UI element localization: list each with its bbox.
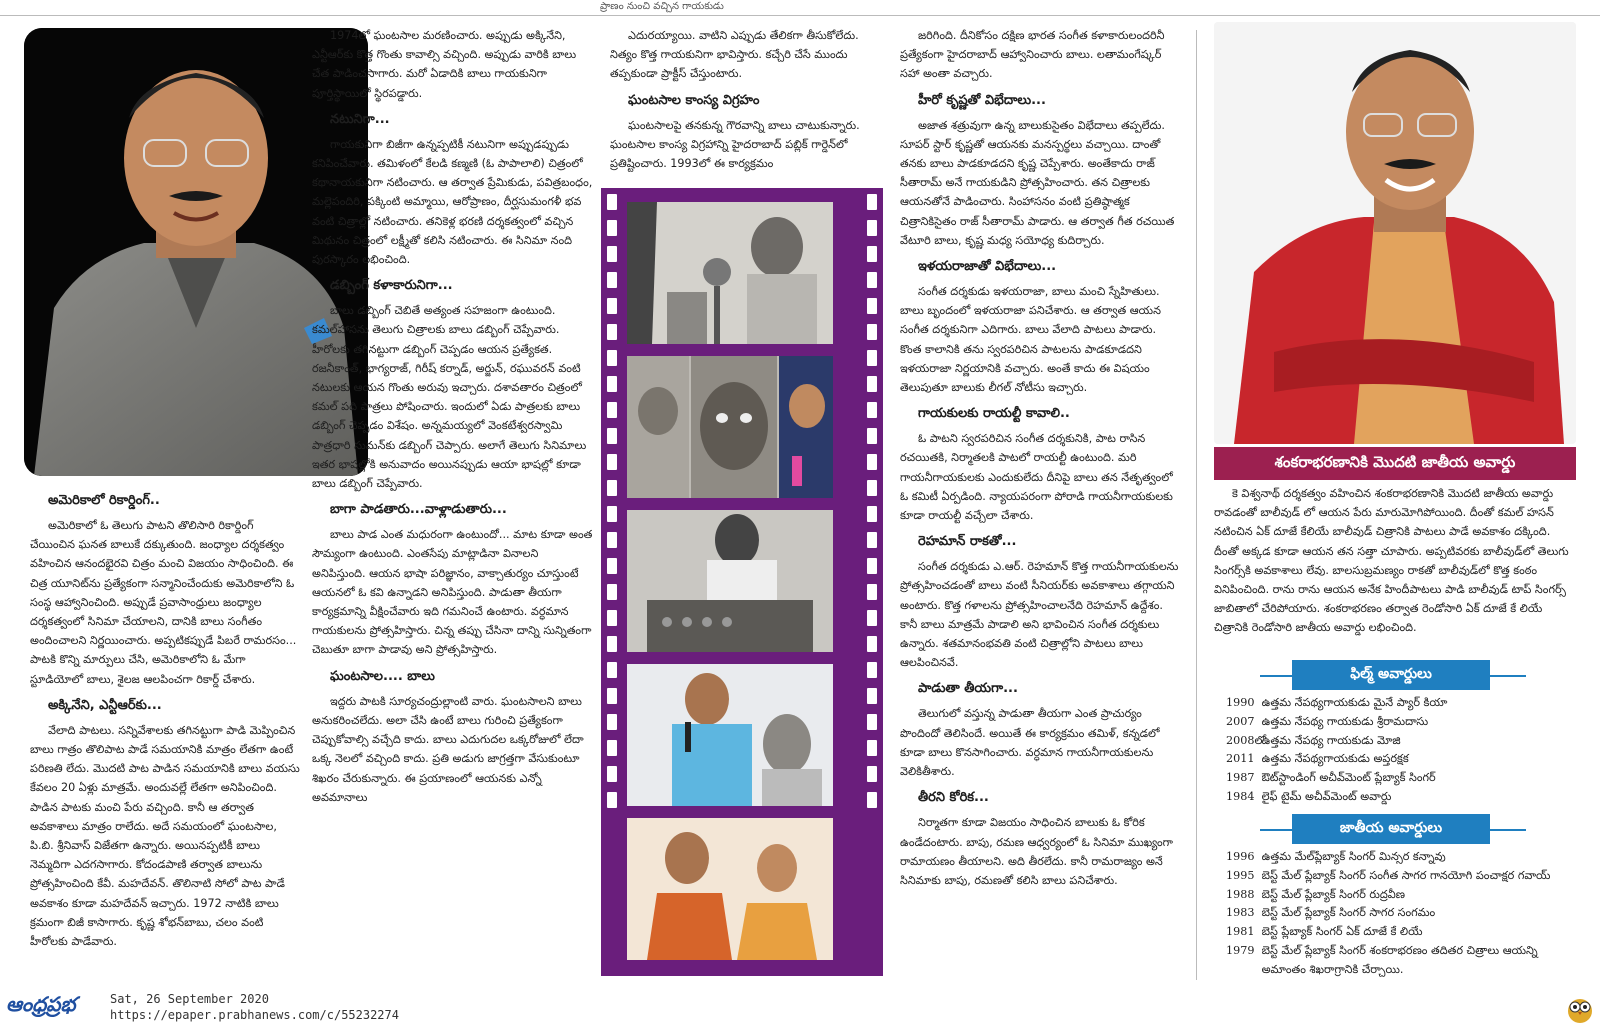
award-text: అమాంతం శిఖరాగ్రానికి చేర్చాయి. [1261, 962, 1404, 976]
heading-as-actor: నటునిగా... [330, 111, 390, 127]
film-perforation [607, 662, 617, 678]
paragraph: ఇద్దరు పాటకి సూర్యచంద్రుల్లాంటి వారు. ఘంటసాలని బాలు అనుకరించలేదు. అలా చేసి ఉంటే బాలు గురించి ప్రత్యేకంగా చెప్పుకోవాల్సి వచ్చేది కాదు. బాలు ఎదుగుదల ఒక్కరోజులో లేదా ఒక్క నెలలో వచ్చింది కాదు. ప్రతి అడుగు జాగ్రత్తగా వేసుకుంటూ శిఖరం చేరుకున్నారు. ఈ ప్రయాణంలో ఆయనకు ఎన్నో అవమానాలు [312, 694, 584, 804]
heading-paduta-teeyaga: పాడుతా తీయగా... [918, 681, 1018, 697]
film-perforation [867, 558, 877, 574]
award-row [1226, 904, 1550, 923]
film-awards-list [1226, 694, 1447, 807]
heading-unfulfilled-wish: తీరని కోరిక... [918, 790, 989, 806]
film-perforation [867, 610, 877, 626]
film-perforation [867, 714, 877, 730]
film-perforation [607, 506, 617, 522]
film-frame-singing-photo [627, 664, 833, 806]
heading-dubbing-artist: డబ్బింగ్ కళాకారునిగా... [330, 278, 453, 294]
paragraph: సంగీత దర్శకుడు ఎ.ఆర్. రెహమాన్ కొత్త గాయనీగాయకులను ప్రోత్సహించడంతో బాలు వంటి సీనియర్‌కు అవకాశాలు తగ్గాయని అంటారు. కొత్త గళాలను ప్రోత్సహించాలనేది రెహమాన్ ఉద్దేశం. కానీ బాలు మాత్రమే పాడాలి అని భావించిన సంగీత దర్శకులు ఉన్నారు. శతమానంభవతి వంటి చిత్రాల్లోని పాటలు బాలు ఆలపించినవే. [900, 560, 1179, 670]
film-frame-mic-photo [627, 202, 833, 344]
film-perforation [867, 636, 877, 652]
film-perforation [607, 298, 617, 314]
award-text: బెస్ట్ మేల్ ప్లేబ్యాక్ సింగర్ సంగీత సాగర గానయోగి పంచాక్షర గవాయ్ [1261, 868, 1551, 882]
paragraph: జరిగింది. దీనికోసం దక్షిణ భారత సంగీత కళాకారులందరినీ ప్రత్యేకంగా హైదరాబాద్ ఆహ్వానించారు బాలు. లతామంగేష్కర్ సహా అంతా వచ్చారు. [900, 29, 1165, 81]
award-row [1226, 769, 1447, 788]
lata-balu-photo-illustration [627, 818, 833, 960]
award-row [1226, 923, 1550, 942]
award-text: ఉత్తమ నేపథ్య గాయకుడు శ్రీరామదాసు [1261, 714, 1429, 728]
right-column-text [1214, 484, 1576, 654]
award-year: 2011 [1226, 752, 1255, 766]
heading-america-recording: అమెరికాలో రికార్డింగ్.. [48, 493, 160, 508]
film-perforation [867, 532, 877, 548]
column-divider [1196, 30, 1197, 980]
mic-photo-illustration [627, 202, 833, 344]
paragraph: ఓ పాటని స్వరపరిచిన సంగీత దర్శకునికి, పాట రాసిన రచయితకి, నిర్మాతలకి పాటలో రాయల్టీ ఉంటుంది. మరి గాయనీగాయకులకు ఎందుకులేదు దీనిపై బాలు తన నేతృత్వంలో ఓ కమిటీ ఏర్పడింది. న్యాయపరంగా పోరాడి గాయనీగాయకులకు కూడా రాయల్టీ వచ్చేలా చేశారు. [900, 432, 1173, 523]
film-perforation [607, 636, 617, 652]
film-perforation [607, 194, 617, 210]
award-year: 1995 [1226, 868, 1255, 882]
film-perforation [867, 766, 877, 782]
heading-ghantasala-balu: ఘంటసాల.... బాలు [330, 668, 435, 684]
award-row [1226, 732, 1447, 751]
heading-rahman: రెహమాన్ రాకతో... [918, 534, 1017, 550]
paragraph: అజాత శత్రువుగా ఉన్న బాలుకుసైతం విభేదాలు తప్పలేదు. సూపర్ స్టార్ కృష్ణతో ఆయనకు మనస్పర్థలు వచ్చాయి. దాంతో తనకు బాలు పాడకూడదని కృష్ణ చెప్పేశారు. అంతేకాదు రాజ్ సీతారామ్ అనే గాయకుడిని ప్రోత్సహించారు. తన చిత్రాలకు ఆయనతోనే పాడించారు. సింహాసనం వంటి ప్రతిష్ఠాత్మక చిత్రానికిసైతం రాజ్ సీతారామ్ పాడారు. ఆ తర్వాత గీత రచయిత వేటూరి బాలు, కృష్ణ మధ్య సయోధ్య కుదిర్చారు. [900, 118, 1175, 247]
film-perforation [607, 350, 617, 366]
award-text: ఉత్తమ నేపథ్య గాయకుడు మోజి [1261, 733, 1401, 747]
heading-sings-well: బాగా పాడతారు...వాళ్లాడుతారు... [330, 502, 507, 518]
paragraph: గాయకునిగా బిజీగా ఉన్నప్పటికీ నటునిగా అప్పుడప్పుడు కనిపించేవారు. తమిళంలో కేలడి కణ్మణి (ఓ పాపాలాలి) చిత్రంలో కథానాయకునిగా నటించారు. ఆ తర్వాత ప్రేమికుడు, పవిత్రబంధం, మల్లెపందిరి, పక్కింటి అమ్మాయి, ఆరోప్రాణం, దీర్ఘసుమంగళీ భవ వంటి చిత్రాల్లో నటించారు. తనికెళ్ల భరణి దర్శకత్వంలో వచ్చిన మిథునం చిత్రంలో లక్ష్మీతో కలిసి నటించారు. ఈ సినిమా నంది పురస్కారం లభించింది. [312, 137, 593, 267]
film-perforations-left [605, 188, 619, 976]
award-row [1226, 867, 1550, 886]
film-perforation [607, 246, 617, 262]
column-3-top [610, 26, 878, 186]
heading-krishna-differences: హీరో కృష్ణతో విభేదాలు... [918, 92, 1046, 108]
film-perforation [607, 688, 617, 704]
film-perforation [867, 402, 877, 418]
award-row [1226, 713, 1447, 732]
award-text: లైఫ్ టైమ్ అచీవ్‌మెంట్ అవార్డు [1261, 789, 1392, 803]
award-row [1226, 788, 1447, 807]
film-perforation [867, 584, 877, 600]
studio-photo-illustration [627, 510, 833, 652]
award-year: 1983 [1226, 906, 1255, 920]
film-perforation [867, 324, 877, 340]
film-perforation [867, 194, 877, 210]
film-perforation [867, 350, 877, 366]
award-text: బెస్ట్ ప్లేబ్యాక్ సింగర్ ఏక్ దూజే కే లియే [1261, 925, 1423, 939]
film-perforation [607, 584, 617, 600]
film-perforation [607, 610, 617, 626]
film-perforation [867, 792, 877, 808]
award-year: 1990 [1226, 696, 1255, 709]
footer-url[interactable]: https://epaper.prabhanews.com/c/55232274 [110, 1008, 399, 1022]
film-perforation [867, 376, 877, 392]
top-strip-text: ప్రాణం నుంచి వచ్చిన గాయకుడు [600, 1, 724, 12]
paragraph: తెలుగులో వస్తున్న పాడుతా తీయగా ఎంత ప్రాచుర్యం పొందిందో తెలిసిందే. అయితే ఈ కార్యక్రమం తమిళ్, కన్నడలో కూడా బాలు కొనసాగించారు. వర్ధమాన గాయనీగాయకులను వెలికితీశారు. [900, 707, 1160, 779]
award-year: 2008లో [1226, 733, 1266, 747]
heading-bronze-statue: ఘంటసాల కాంస్య విగ్రహం [628, 92, 760, 108]
award-text: ఉత్తమ నేపథ్యగాయకుడు మైనే ప్యార్ కియా [1261, 696, 1448, 709]
film-perforation [867, 740, 877, 756]
paragraph: ఎదురయ్యాయి. వాటిని ఎప్పుడు తేలికగా తీసుకోలేదు. నిత్యం కొత్త గాయకునిగా భావిస్తారు. కచ్చేరి చేసే ముందు తప్పకుండా ప్రాక్టీస్ చేస్తుంటారు. [610, 29, 859, 81]
paragraph: 1974లో ఘంటసాల మరణించారు. అప్పుడు అక్కినేని, ఎన్టీఆర్‌కు కొత్త గొంతు కావాల్సి వచ్చింది. అప్పుడు వారికి బాలు చేత పాడించసాగారు. మరో ఏడాదికి బాలు గాయకునిగా పూర్తిస్థాయిలో స్థిరపడ్డారు. [312, 29, 577, 100]
film-perforation [607, 766, 617, 782]
heading-royalty: గాయకులకు రాయల్టీ కావాలి.. [918, 406, 1070, 422]
film-perforation [607, 480, 617, 496]
film-perforation [607, 324, 617, 340]
column-4 [900, 26, 1180, 976]
award-year: 1981 [1226, 925, 1255, 939]
film-perforation [607, 532, 617, 548]
award-row [1226, 961, 1550, 980]
film-perforation [867, 506, 877, 522]
film-perforation [867, 428, 877, 444]
film-perforation [607, 558, 617, 574]
footer [0, 990, 1600, 1026]
film-perforation [607, 376, 617, 392]
award-text: బెస్ట్ మేల్ ప్లేబ్యాక్ సింగర్ రుద్రవీణ [1261, 887, 1405, 901]
award-text: బెస్ట్ మేల్ ప్లేబ్యాక్ సింగర్ శంకరాభరణం తదితర చిత్రాలు ఆయన్ని [1261, 943, 1538, 957]
award-row [1226, 750, 1447, 769]
paragraph: బాలు డబ్బింగ్ చెబితే అత్యంత సహజంగా ఉంటుంది. కమల్‌హాసను తెలుగు చిత్రాలకు బాలు డబ్బింగ్ చెప్పేవారు. హీరోలకు తగినట్టుగా డబ్బింగ్ చెప్పడం ఆయన ప్రత్యేకత. రజనీకాంత్, భాగ్యరాజ్, గిరీష్ కర్నాడ్, అర్జున్, రఘువరన్ వంటి నటులకు ఆయన గొంతు అరువు ఇచ్చారు. దశావతారం చిత్రంలో కమల్ పది పాత్రలు పోషించారు. ఇందులో ఏడు పాత్రలకు బాలు డబ్బింగ్ చెప్పడం విశేషం. అన్నమయ్యలో వెంకటేశ్వరస్వామి పాత్రధారి సుమన్‌కు డబ్బింగ్ చెప్పారు. అలాగే తెలుగు సినిమాలు ఇతర భాషల్లోకి అనువాదం అయినప్పుడు ఆయా భాషల్లో కూడా బాలు డబ్బింగ్ చెప్పేవారు. [312, 304, 587, 491]
film-perforation [607, 454, 617, 470]
film-perforation [867, 688, 877, 704]
film-perforation [867, 298, 877, 314]
national-award-banner: శంకరాభరణానికి మొదటి జాతీయ అవార్డు [1214, 447, 1576, 480]
column-1-lower [30, 484, 302, 974]
top-strip [0, 0, 1600, 16]
award-text: ఔట్‌స్టాండింగ్ అచీవ్‌మెంట్ ప్లేబ్యాక్ సింగర్ [1261, 771, 1436, 785]
film-perforation [607, 792, 617, 808]
award-year: 1984 [1226, 789, 1255, 803]
award-year: 2007 [1226, 714, 1255, 728]
paragraph: నిర్మాతగా కూడా విజయం సాధించిన బాలుకు ఓ కోరిక ఉండేదంటారు. బాపు, రమణ ఆధ్వర్యంలో ఓ సినిమా ముఖ్యంగా రామాయణం తీయాలని. అది తీరలేదు. కానీ రామరాజ్యం అనే సినిమాకు బాపు, రమణతో కలిసి బాలు పనిచేశారు. [900, 816, 1173, 887]
film-perforation [607, 714, 617, 730]
film-perforation [867, 246, 877, 262]
award-year: 1979 [1226, 943, 1255, 957]
award-row [1226, 848, 1550, 867]
paragraph: అమెరికాలో ఓ తెలుగు పాటని తొలిసారి రికార్డింగ్ చేయించిన ఘనత బాలుకే దక్కుతుంది. జంధ్యాల దర్శకత్వం వహించిన ఆనందభైరవి చిత్రం మంచి విజయం సాధించింది. ఈ చిత్ర యూనిట్‌ను ప్రత్యేకంగా సన్మానించేందుకు అమెరికాలోని ఓ సంస్థ ఆహ్వానించింది. అప్పుడే ప్రవాసాంధ్రులు జంధ్యాల దర్శకత్వంలో సినిమా చేయాలని, దానికి బాలు సంగీతం అందించాలని నిర్ణయించారు. అప్పటికప్పుడే పిబరే రామరసం... పాటకి కొన్ని మార్పులు చేసి, అమెరికాలోని ఓ మేగా స్టూడియోలో బాలు, శైలజ ఆలపించగా రికార్డ్ చేశారు. [30, 519, 297, 686]
film-frame-childhood-photos [627, 356, 833, 498]
award-text: ఉత్తమ నేపథ్యగాయకుడు అప్తరక్షక [1261, 752, 1409, 766]
childhood-photos-illustration [627, 356, 833, 498]
paragraph: వేలాది పాటలు. సన్నివేశాలకు తగినట్టుగా పాడి మెప్పించిన బాలు గాత్రం తొలిపాట పాడే సమయానికి మాత్రం లేతగా ఉంటే పరిణతి లేదు. మొదటి పాట పాడిన సమయానికి బాలు వయసు కేవలం 20 ఏళ్లు మాత్రమే. అందువల్లే లేతగా అనిపించింది. పాడిన పాటకు మంచి పేరు వచ్చింది. కానీ ఆ తర్వాత అవకాశాలు మాత్రం రాలేదు. అదే సమయంలో ఘంటసాల, పి.బి. శ్రీనివాస్ విజేతగా ఉన్నారు. అయినప్పటికీ బాలు నెమ్మదిగా ఎదగసాగారు. కోదండపాణి తర్వాత బాలును ప్రోత్సహించింది కేవీ. మహదేవన్. తొలినాటి సోలో పాట పాడే అవకాశం కూడా మహదేవన్ ఇచ్చారు. 1972 నాటికి బాలు క్రమంగా బిజీ కాసాగారు. కృష్ణ శోభన్‌బాబు, చలం వంటి హీరోలకు పాడేవారు. [30, 723, 300, 949]
film-perforation [607, 740, 617, 756]
footer-date: Sat, 26 September 2020 [110, 992, 269, 1006]
heading-akkineni-ntr: అక్కినేని, ఎన్టీఆర్‌కు... [48, 697, 162, 713]
film-perforation [607, 272, 617, 288]
award-year: 1988 [1226, 887, 1255, 901]
award-year: 1996 [1226, 850, 1255, 863]
film-frame-studio-photo [627, 510, 833, 652]
owl-icon[interactable] [1566, 994, 1594, 1024]
film-awards-heading: ఫిల్మ్ అవార్డులు [1292, 660, 1490, 690]
film-perforation [867, 220, 877, 236]
paragraph: సంగీత దర్శకుడు ఇళయరాజా, బాలు మంచి స్నేహితులు. బాలు బృందంలో ఇళయరాజా పనిచేశారు. ఆ తర్వాత ఆయన సంగీత దర్శకునిగా ఎదిగారు. బాలు వేలాది పాటలు పాడారు. కొంత కాలానికి తను స్వరపరిచిన పాటలను పాడకూడదని ఇళయరాజా నిర్ణయానికి వచ్చారు. అంతే కాదు ఈ విషయం తెలుపుతూ బాలుకు లీగల్ నోటీసు ఇచ్చారు. [900, 285, 1161, 395]
newspaper-logo[interactable]: ఆంధ్రప్రభ [6, 992, 76, 1016]
film-strip-photo-collage [601, 188, 883, 976]
paragraph: ఘంటసాలపై తనకున్న గౌరవాన్ని బాలు చాటుకున్నారు. ఘంటసాల కాంస్య విగ్రహాన్ని హైదరాబాద్ పబ్లిక్ గార్డెన్‌లో ప్రతిష్టించారు. 1993లో ఈ కార్యక్రమం [610, 118, 860, 171]
film-perforation [867, 480, 877, 496]
award-row [1226, 942, 1550, 961]
film-perforation [867, 662, 877, 678]
paragraph: కె విశ్వనాథ్ దర్శకత్వం వహించిన శంకరాభరణానికి మొదటి జాతీయ అవార్డు రావడంతో బాలీవుడ్ లో ఆయన పేరు మారుమోగిపోయింది. దీంతో కమల్ హసన్ నటించిన ఏక్ దూజే కేలియే బాలీవుడ్ చిత్రానికి పాటలు పాడే అవకాశం దక్కింది. దీంతో అక్కడ కూడా ఆయన తన సత్తా చూపారు. అప్పటివరకు బాలీవుడ్‌లో తెలుగు సింగర్స్‌కి అవకాశాలు లేవు. బాలసుబ్రమణ్యం రాకతో బాలీవుడ్‌లో కొత్త కంఠం వినిపించింది. రాను రాను ఆయన అనేక హిందీపాటలు పాడి బాలీవుడ్ టాప్ సింగర్స్ జాబితాలో చేరిపోయారు. శంకరాభరణం తర్వాత రెండోసారి ఏక్ దూజే కే లియే చిత్రానికి రెండోసారి జాతీయ అవార్డు లభించింది. [1214, 487, 1569, 635]
film-frame-lata-balu-photo [627, 818, 833, 960]
heading-ilayaraja-differences: ఇళయరాజాతో విభేదాలు... [918, 259, 1057, 275]
film-perforations-right [865, 188, 879, 976]
portrait-red-shawl-photo [1214, 22, 1576, 444]
national-awards-heading: జాతీయ అవార్డులు [1292, 814, 1490, 844]
award-row [1226, 886, 1550, 905]
award-text: ఉత్తమ మేల్‌ప్లేబ్యాక్ సింగర్ మిన్సర కన్నావు [1261, 850, 1446, 863]
film-perforation [867, 454, 877, 470]
film-perforation [867, 272, 877, 288]
award-text: బెస్ట్ మేల్ ప్లేబ్యాక్ సింగర్ సాగర సంగమం [1261, 906, 1436, 920]
column-2 [312, 26, 594, 976]
film-perforation [607, 402, 617, 418]
film-perforation [607, 428, 617, 444]
film-perforation [607, 220, 617, 236]
paragraph: బాలు పాడ ఎంత మధురంగా ఉంటుందో... మాట కూడా అంత సౌమ్యంగా ఉంటుంది. ఎంతసేపు మాట్లాడినా వినాలని అనిపిస్తుంది. ఆయన భాషా పరిజ్ఞానం, వాక్చాతుర్యం చూస్తుంటే ఆయనలో ఓ కవి ఉన్నాడని అనిపిస్తుంది. పాడుతా తీయగా కార్యక్రమాన్ని వీక్షించేవారు ఇది గమనించే ఉంటారు. వర్ధమాన గాయకులను ప్రోత్సహిస్తారు. చిన్న తప్పు చేసినా దాన్ని సున్నితంగా చెబుతూ బాగా పాడావు అని ప్రోత్సహిస్తారు. [312, 528, 593, 657]
singing-photo-illustration [627, 664, 833, 806]
award-year: 1987 [1226, 771, 1255, 785]
portrait-red-shawl-illustration [1214, 22, 1576, 444]
national-awards-list [1226, 848, 1550, 980]
award-row [1226, 694, 1447, 713]
